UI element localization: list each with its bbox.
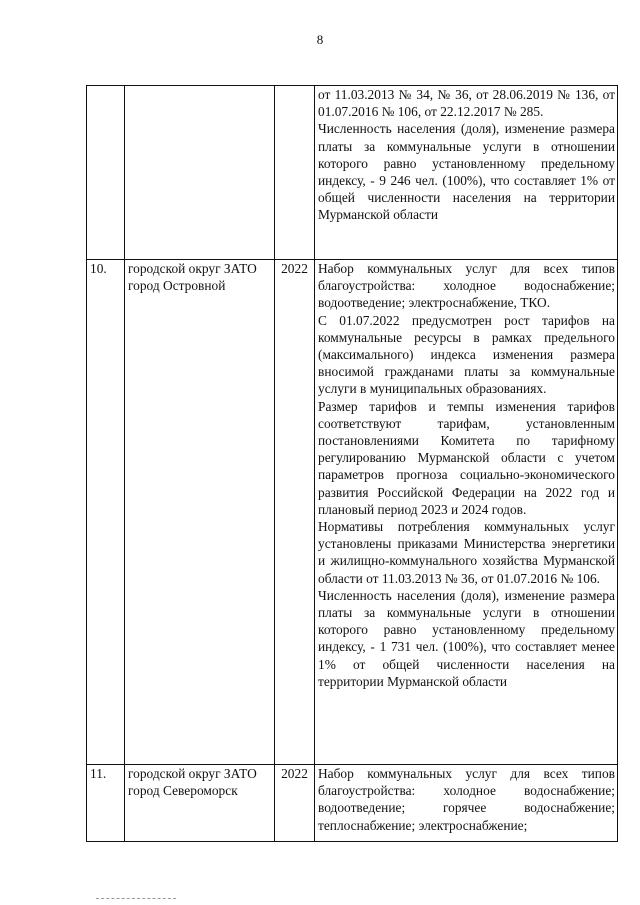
- description-cell: [315, 86, 618, 260]
- municipality-cell: городской округ ЗАТО город Островной: [125, 260, 275, 765]
- table-row: [87, 86, 618, 260]
- page-number: 8: [316, 32, 324, 47]
- description-paragraph: Нормативы потребления коммунальных услуг установлены приказами Министерства энергетики и жилищно-коммунального хозяйства Мурманской области от 11.03.2013 № 36, от 01.07.2016 № 106.: [318, 519, 615, 586]
- table-row: [87, 765, 618, 842]
- description-paragraph: от 11.03.2013 № 34, № 36, от 28.06.2019 № 136, от 01.07.2016 № 106, от 22.12.2017 № 285.: [318, 87, 615, 120]
- year-cell: 2022: [275, 260, 315, 765]
- municipality-cell: городской округ ЗАТО город Североморск: [125, 765, 275, 842]
- description-paragraph: Размер тарифов и темпы изменения тарифов соответствуют тарифам, установленным постановлениями Комитета по тарифному регулированию Мурманской области с учетом параметров прогноза социально-экономического развития Российской Федерации на 2022 год и плановый период 2023 и 2024 годов.: [318, 398, 615, 517]
- description-paragraph: Численность населения (доля), изменение размера платы за коммунальные услуги в отношении которого равно установленному предельному индексу, - 1 731 чел. (100%), что составляет менее 1% от общей численности населения на территории Мурманской области: [318, 587, 615, 689]
- row-number: 10.: [87, 260, 125, 765]
- description-paragraph: С 01.07.2022 предусмотрен рост тарифов на коммунальные ресурсы в рамках предельного (максимального) индекса изменения размера вносимой гражданами платы за коммунальные услуги в муниципальных образованиях.: [318, 312, 615, 397]
- scan-artifact-line: [96, 898, 176, 901]
- description-cell: [315, 765, 618, 842]
- description-cell: [315, 260, 618, 765]
- row-number: 11.: [87, 765, 125, 842]
- tariff-table: [86, 85, 618, 842]
- description-paragraph: Набор коммунальных услуг для всех типов благоустройства: холодное водоснабжение; водоотведение; горячее водоснабжение; теплоснабжение; электроснабжение;: [318, 766, 615, 833]
- description-paragraph: Численность населения (доля), изменение размера платы за коммунальные услуги в отношении которого равно установленному предельному индексу, - 9 246 чел. (100%), что составляет 1% от общей численности населения на территории Мурманской области: [318, 121, 615, 223]
- year-cell: [275, 86, 315, 260]
- table-row: [87, 260, 618, 765]
- year-cell: 2022: [275, 765, 315, 842]
- description-paragraph: Набор коммунальных услуг для всех типов благоустройства: холодное водоснабжение; водоотведение; электроснабжение, ТКО.: [318, 261, 615, 311]
- row-number: [87, 86, 125, 260]
- municipality-cell: [125, 86, 275, 260]
